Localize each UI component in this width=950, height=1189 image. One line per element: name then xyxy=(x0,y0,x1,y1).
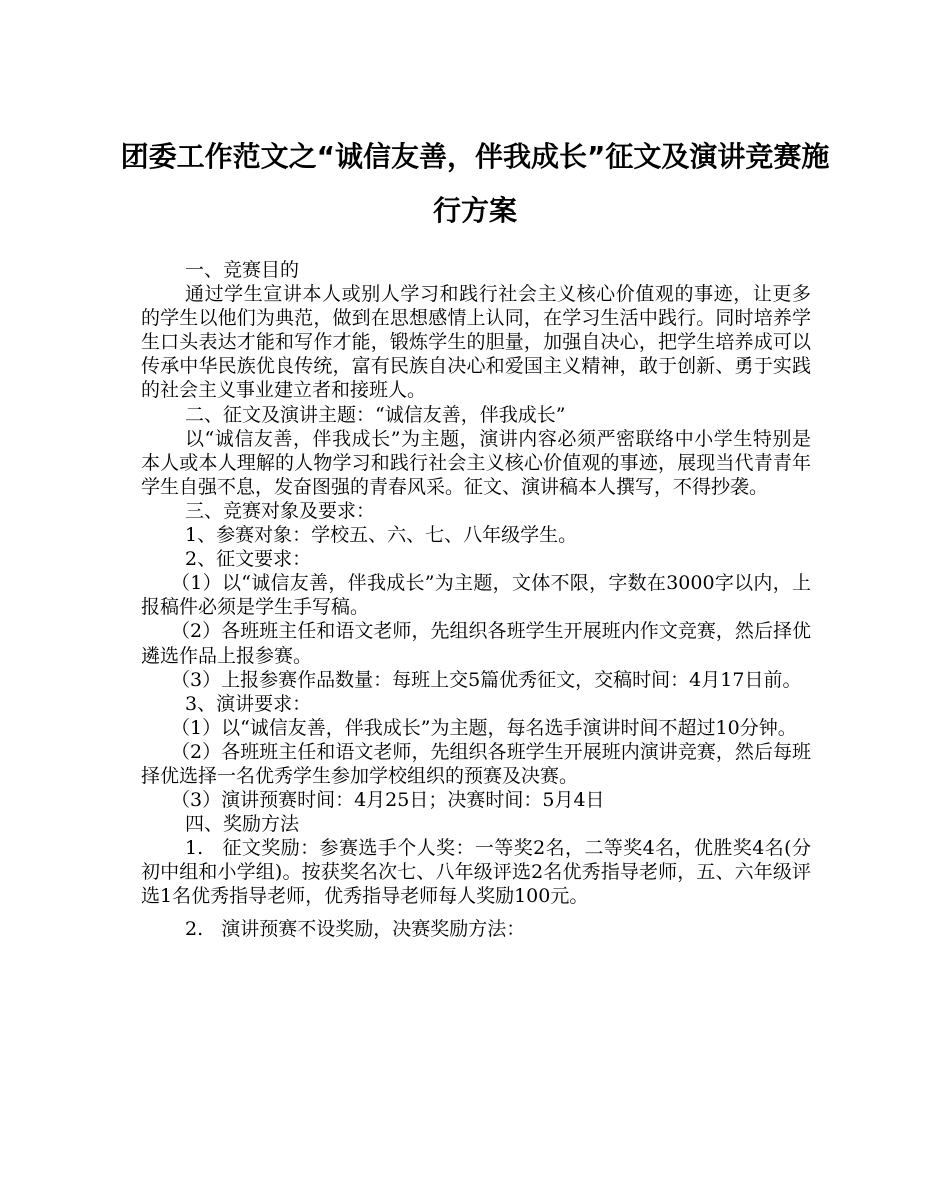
paragraph: 通过学生宣讲本人或别人学习和践行社会主义核心价值观的事迹，让更多的学生以他们为典范，做到在思想感情上认同，在学习生活中践行。同时培养学生口头表达才能和写作才能，锻炼学生的胆量，加强自决心，把学生培养成可以传承中华民族优良传统，富有民族自决心和爱国主义精神，敢于创新、勇于实践的社会主义事业建立者和接班人。 xyxy=(141,283,811,402)
paragraph: 3、演讲要求： xyxy=(185,692,312,715)
paragraph: 以“诚信友善，伴我成长”为主题，演讲内容必须严密联络中小学生特别是本人或本人理解的人物学习和践行社会主义核心价值观的事迹，展现当代青青年学生自强不息，发奋图强的青春风采。征文、演讲稿本人撰写，不得抄袭。 xyxy=(141,427,811,498)
paragraph: 2. 演讲预赛不设奖励，决赛奖励方法： xyxy=(185,917,526,940)
paragraph: 三、竞赛对象及要求： xyxy=(185,499,376,522)
paragraph: （1）以“诚信友善，伴我成长”为主题，文体不限，字数在3000字以内，上报稿件必须是学生手写稿。 xyxy=(141,572,811,619)
paragraph: 二、征文及演讲主题：“诚信友善，伴我成长” xyxy=(185,403,566,426)
paragraph: （3）上报参赛作品数量：每班上交5篇优秀征文，交稿时间：4月17日前。 xyxy=(171,668,802,691)
paragraph: （2）各班班主任和语文老师，先组织各班学生开展班内演讲竞赛，然后每班择优选择一名优秀学生参加学校组织的预赛及决赛。 xyxy=(141,740,811,787)
document-title: 团委工作范文之“诚信友善，伴我成长”征文及演讲竞赛施行方案 xyxy=(120,140,830,227)
paragraph: （3）演讲预赛时间：4月25日；决赛时间：5月4日 xyxy=(171,789,605,812)
document-body xyxy=(141,258,811,941)
paragraph: （1）以“诚信友善，伴我成长”为主题，每名选手演讲时间不超过10分钟。 xyxy=(171,716,797,739)
paragraph: 2、征文要求： xyxy=(185,548,312,571)
paragraph: 1. 征文奖励：参赛选手个人奖：一等奖2名，二等奖4名，优胜奖4名(分初中组和小学组)。按获奖名次七、八年级评选2名优秀指导老师，五、六年级评选1名优秀指导老师，优秀指导老师每人奖励100元。 xyxy=(141,837,811,908)
paragraph: （2）各班班主任和语文老师，先组织各班学生开展班内作文竞赛，然后择优遴选作品上报参赛。 xyxy=(141,620,811,667)
paragraph: 一、竞赛目的 xyxy=(185,259,300,281)
paragraph: 四、奖励方法 xyxy=(185,813,300,836)
paragraph: 1、参赛对象：学校五、六、七、八年级学生。 xyxy=(185,524,578,547)
